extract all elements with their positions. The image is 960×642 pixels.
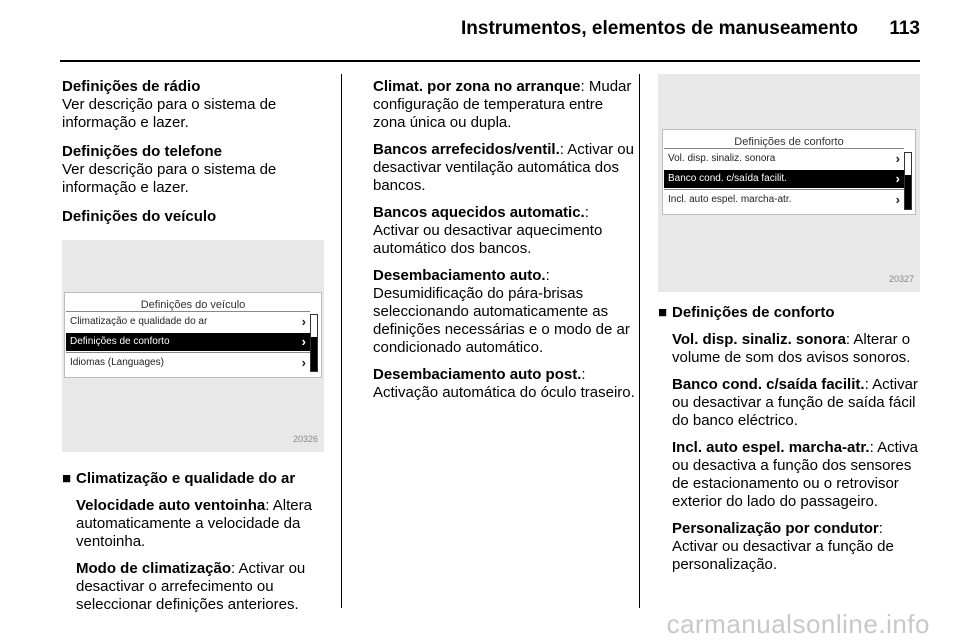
climate-bullet-heading [62,470,324,488]
entry-label: Climat. por zona no arranque [373,78,581,95]
comfort-settings-screen-image [658,74,920,292]
vehicle-settings-heading: Definições do veículo [62,208,217,225]
vehicle-settings-screen-image [62,240,324,452]
screen-row-label: Definições de conforto [70,336,170,347]
screen-title: Definições de conforto [734,136,844,148]
screen-row-easy-exit-selected [664,170,904,188]
rear-defog-entry [373,366,635,402]
image-code: 20326 [292,434,318,444]
heated-seats-entry [373,204,635,258]
radio-settings-text: Ver descrição para o sistema de informação e lazer. [62,96,277,131]
screen-row-comfort-selected [66,333,310,351]
column-3 [658,74,928,583]
screen-scrollbar [310,314,318,372]
chevron-right-icon: › [895,192,900,207]
entry-text: : Activa ou desactiva a função dos sensores de estacionamento ou o retrovisor exterior do lado do passageiro. [672,439,918,510]
mirror-tilt-entry [658,439,928,511]
column-divider-right [639,74,640,608]
easy-exit-entry [658,376,928,430]
entry-label: Incl. auto espel. marcha-atr. [672,439,870,456]
bullet-square-icon: ■ [62,470,72,487]
screen-row-label: Banco cond. c/saída facilit. [668,173,787,184]
entry-text: : Activar ou desactivar o arrefecimento ou seleccionar definições anteriores. [76,560,306,613]
page-number: 113 [889,18,920,39]
driver-personalization-entry [658,520,928,574]
entry-text: : Activar ou desactivar ventilação automática dos bancos. [373,141,634,194]
entry-text: : Activar ou desactivar a função de saída fácil do banco eléctrico. [672,376,918,429]
entry-text: : Altera automaticamente a velocidade da ventoinha. [76,497,312,550]
entry-label: Desembaciamento auto post. [373,366,582,383]
entry-text: : Activar ou desactivar aquecimento automático dos bancos. [373,204,603,257]
watermark: carmanualsonline.info [666,609,930,639]
screen-row-label: Idiomas (Languages) [70,357,164,368]
column-1 [62,78,324,623]
entry-text: : Activar ou desactivar a função de personalização. [672,520,894,573]
auto-defog-entry [373,267,635,357]
entry-text: : Activação automática do óculo traseiro. [373,366,635,401]
screen-row-label: Climatização e qualidade do ar [70,316,208,327]
entry-text: : Mudar configuração de temperatura entre zona única ou dupla. [373,78,632,131]
bullet-heading-text: Definições de conforto [672,304,835,321]
entry-text: : Desumidificação do pára-brisas seleccionando automaticamente as definições necessárias e o modo de ar condicionado automático. [373,267,630,356]
comfort-bullet-heading [658,304,928,322]
phone-settings-heading: Definições do telefone [62,143,223,160]
phone-settings-text: Ver descrição para o sistema de informação e lazer. [62,161,277,196]
entry-label: Bancos aquecidos automatic. [373,204,585,221]
chevron-right-icon: › [301,314,306,329]
screen-scrollbar [904,152,912,210]
fan-speed-entry [62,497,324,551]
header-rule [60,60,920,62]
entry-label: Desembaciamento auto. [373,267,546,284]
column-divider-left [341,74,342,608]
entry-label: Bancos arrefecidos/ventil. [373,141,560,158]
zone-climate-entry [373,78,635,132]
chevron-right-icon: › [301,334,306,349]
bullet-square-icon: ■ [658,304,668,321]
cooled-seats-entry [373,141,635,195]
chevron-right-icon: › [301,355,306,370]
image-code: 20327 [888,274,914,284]
entry-label: Velocidade auto ventoinha [76,497,266,514]
radio-settings-heading: Definições de rádio [62,78,201,95]
screen-row-languages [66,354,310,372]
bullet-heading-text: Climatização e qualidade do ar [76,470,296,487]
climate-mode-entry [62,560,324,614]
page-header-title: Instrumentos, elementos de manuseamento [461,18,858,39]
screen-row-label: Incl. auto espel. marcha-atr. [668,194,792,205]
chevron-right-icon: › [895,171,900,186]
screen-row-mirror-tilt [664,191,904,209]
entry-label: Modo de climatização [76,560,232,577]
column-2 [373,78,635,411]
screen-row-climate [66,313,310,331]
entry-text: : Alterar o volume de som dos avisos sonoros. [672,331,911,366]
entry-label: Banco cond. c/saída facilit. [672,376,865,393]
screen-row-label: Vol. disp. sinaliz. sonora [668,153,776,164]
chevron-right-icon: › [895,151,900,166]
entry-label: Personalização por condutor [672,520,879,537]
screen-row-beep-volume [664,150,904,168]
entry-label: Vol. disp. sinaliz. sonora [672,331,846,348]
beep-volume-entry [658,331,928,367]
screen-title: Definições do veículo [140,299,246,311]
